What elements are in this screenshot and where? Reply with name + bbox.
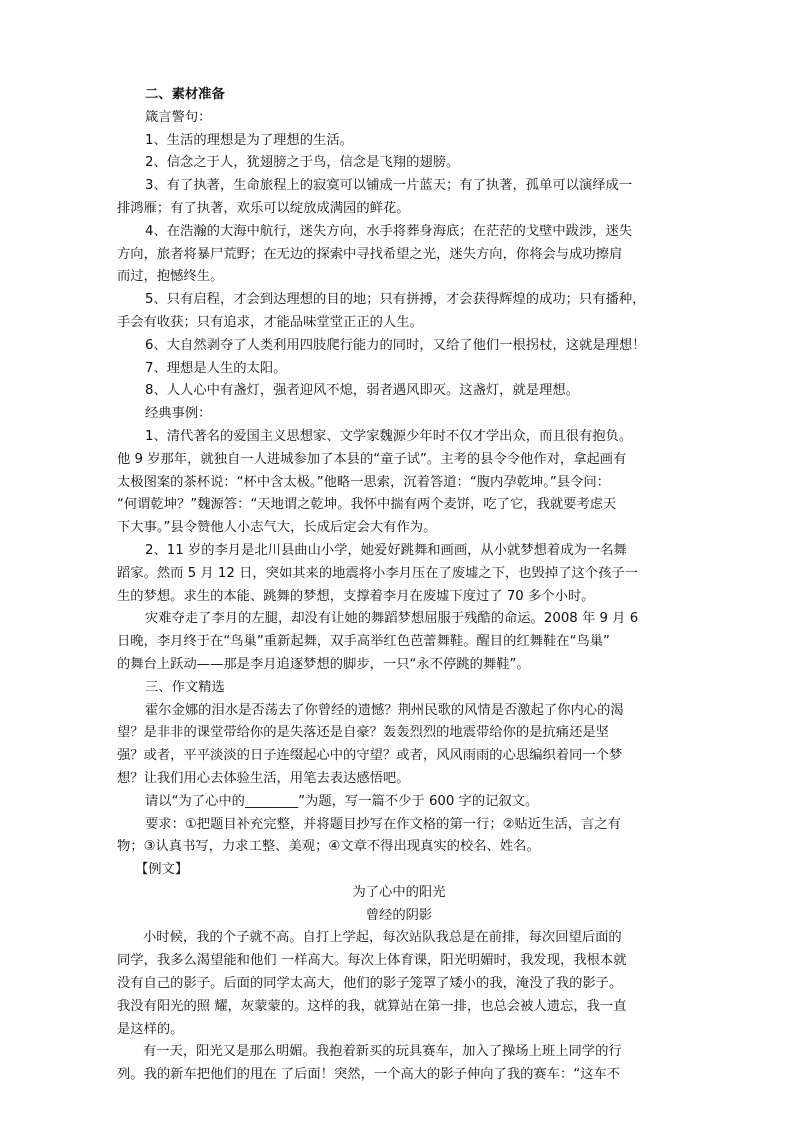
text-line: 太极图案的茶杯说：“杯中含太极。”他略一思索，沉着答道：“腹内孕乾坤。”县令问：: [117, 474, 610, 490]
text-line: “何谓乾坤？”魏源答：“天地谓之乾坤。我怀中揣有两个麦饼，吃了它，我就要考虑天: [117, 497, 617, 513]
text-line: 三、作文精选: [145, 679, 225, 695]
text-line: 1、清代著名的爱国主义思想家、文学家魏源少年时不仅才学出众，而且很有抱负。: [145, 428, 633, 444]
text-line: 8、人人心中有盏灯，强者迎风不熄，弱者遇风即灭。这盏灯，就是理想。: [145, 383, 579, 399]
text-line: 小时候，我的个子就不高。自打上学起，每次站队我总是在前排，每次回望后面的: [143, 930, 622, 946]
text-line: 想？让我们用心去体验生活，用笔去表达感悟吧。: [117, 770, 410, 786]
text-line: 的舞台上跃动——那是李月追逐梦想的脚步，一只“永不停跳的舞鞋”。: [117, 656, 530, 672]
text-line: 二、素材准备: [145, 87, 225, 102]
text-line: 灾难夺走了李月的左腿，却没有让她的舞蹈梦想屈服于残酷的命运。2008 年 9 月 6: [145, 611, 639, 627]
text-line: 蹈家。然而 5 月 12 日，突如其来的地震将小李月压在了废墟之下，也毁掉了这个孩子一: [117, 565, 638, 581]
text-line: 7、理想是人生的太阳。: [145, 360, 287, 376]
text-line: 我没有阳光的照 耀，灰蒙蒙的。这样的我，就算站在第一排，也总会被人遗忘，我一直: [117, 998, 627, 1014]
document-page: [117, 84, 681, 1087]
text-line: 为了心中的阳光: [352, 884, 446, 900]
text-line: 下大事。”县令赞他人小志气大，长成后定会大有作为。: [117, 520, 437, 536]
text-line: 排鸿雁；有了执著，欢乐可以绽放成满园的鲜花。: [117, 200, 410, 216]
text-line: 请以“为了心中的________”为题，写一篇不少于 600 字的记叙文。: [145, 793, 539, 809]
text-line: 同学，我多么渴望能和他们 一样高大。每次上体育课，阳光明媚时，我发现，我根本就: [117, 953, 627, 969]
text-line: 物；③认真书写，力求工整、美观；④文章不得出现真实的校名、姓名。: [117, 839, 540, 855]
text-line: 强？或者，平平淡淡的日子连缀起心中的守望？或者，风风雨雨的心思编织着同一个梦: [117, 748, 623, 764]
text-line: 1、生活的理想是为了理想的生活。: [145, 132, 353, 148]
text-line: 【例文】: [135, 862, 189, 878]
text-line: 5、只有启程，才会到达理想的目的地；只有拼搏，才会获得辉煌的成功；只有播种，: [145, 292, 646, 308]
text-line: 4、在浩瀚的大海中航行，迷失方向，水手将葬身海底；在茫茫的戈壁中跋涉，迷失: [145, 223, 633, 239]
text-line: 日晚，李月终于在“鸟巢”重新起舞，双手高举红色芭蕾舞鞋。醒目的红舞鞋在“鸟巢”: [117, 634, 610, 650]
text-line: 要求：①把题目补充完整，并将题目抄写在作文格的第一行；②贴近生活，言之有: [145, 816, 621, 832]
text-line: 列。我的新车把他们的甩在 了后面！突然，一个高大的影子伸向了我的赛车：“这车不: [117, 1067, 621, 1083]
text-line: 方向，旅者将暴尸荒野；在无边的探索中寻找希望之光，迷失方向，你将会与成功擦肩: [117, 246, 623, 262]
text-line: 6、大自然剥夺了人类利用四肢爬行能力的同时，又给了他们一根拐杖，这就是理想！: [145, 337, 646, 353]
text-line: 经典事例：: [145, 406, 212, 422]
text-line: 生的梦想。求生的本能、跳舞的梦想，支撑着李月在废墟下度过了 70 多个小时。: [117, 588, 595, 604]
text-line: 2、信念之于人，犹翅膀之于鸟，信念是飞翔的翅膀。: [145, 155, 460, 171]
text-line: 没有自己的影子。后面的同学太高大，他们的影子笼罩了矮小的我，淹没了我的影子。: [117, 976, 623, 992]
text-line: 2、11 岁的李月是北川县曲山小学，她爱好跳舞和画画，从小就梦想着成为一名舞: [145, 542, 627, 558]
text-line: 曾经的阴影: [365, 907, 433, 923]
text-line: 手会有收获；只有追求，才能品味堂堂正正的人生。: [117, 314, 423, 330]
text-line: 他 9 岁那年，就独自一人进城参加了本县的“童子试”。主考的县令令他作对，拿起画有: [117, 451, 627, 467]
text-line: 而过，抱憾终生。: [117, 269, 224, 285]
text-line: 是这样的。: [117, 1021, 184, 1037]
text-line: 霍尔金娜的泪水是否荡去了你曾经的遗憾？荆州民歌的风情是否激起了你内心的渴: [145, 702, 624, 718]
text-line: 望？是非非的课堂带给你的是失落还是自豪？轰轰烈烈的地震带给你的是抗痛还是坚: [117, 725, 609, 741]
text-line: 箴言警句：: [145, 109, 212, 125]
text-line: 3、有了执著，生命旅程上的寂寞可以铺成一片蓝天；有了执著，孤单可以演绎成一: [145, 178, 633, 194]
text-line: 有一天，阳光又是那么明媚。我抱着新买的玩具赛车，加入了操场上班上同学的行: [143, 1044, 622, 1060]
